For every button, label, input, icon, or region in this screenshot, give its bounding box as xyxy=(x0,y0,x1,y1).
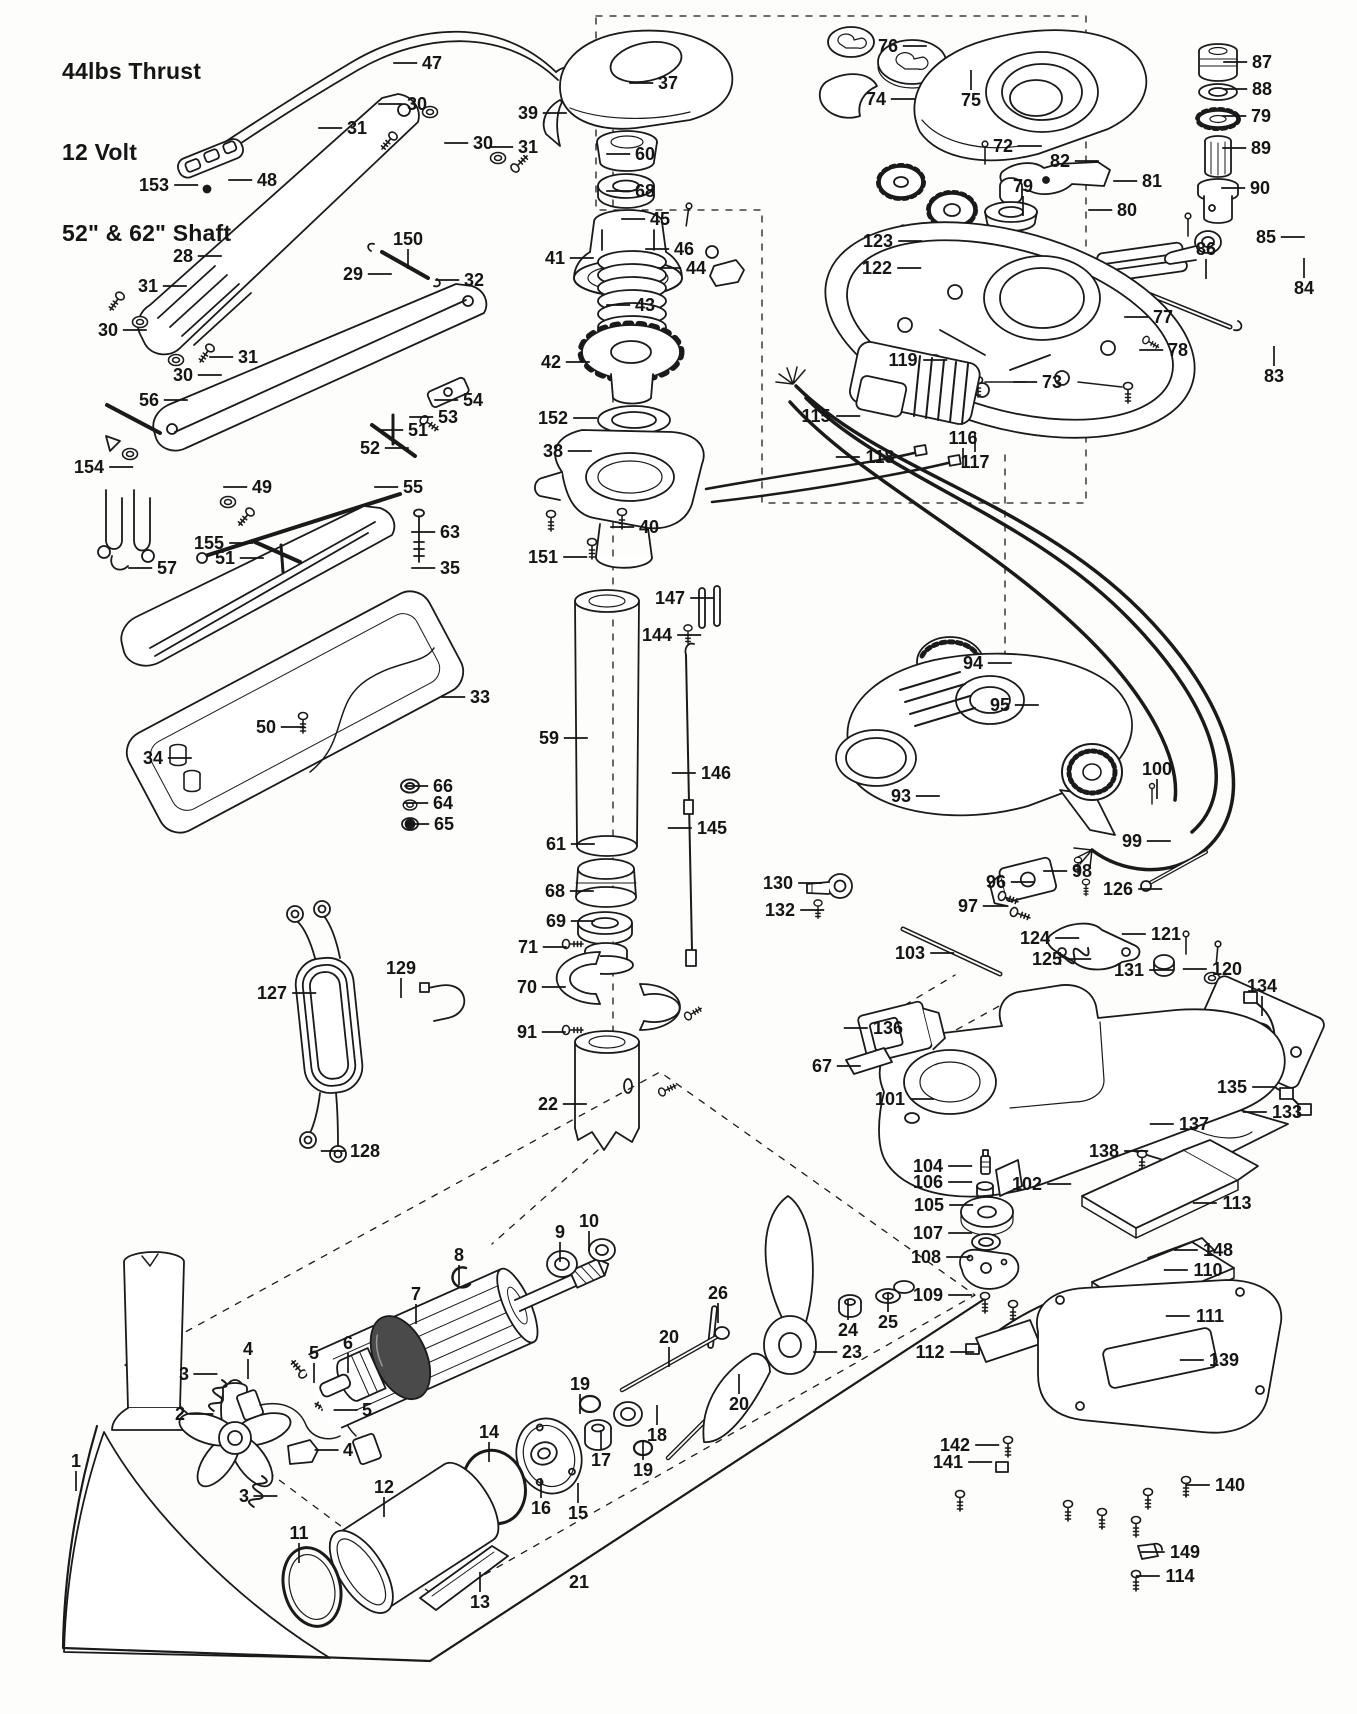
part-label-22: 22 xyxy=(537,1094,559,1114)
part-label-107: 107 xyxy=(912,1223,944,1243)
part-label-57: 57 xyxy=(156,558,178,578)
part-label-42: 42 xyxy=(540,352,562,372)
part-label-20: 20 xyxy=(728,1394,750,1414)
part-label-31: 31 xyxy=(346,118,368,138)
part-label-19: 19 xyxy=(632,1460,654,1480)
part-label-19: 19 xyxy=(569,1374,591,1394)
part-label-132: 132 xyxy=(764,900,796,920)
part-label-94: 94 xyxy=(962,653,984,673)
part-label-48: 48 xyxy=(256,170,278,190)
part-label-31: 31 xyxy=(137,276,159,296)
part-label-129: 129 xyxy=(385,958,417,978)
part-label-152: 152 xyxy=(537,408,569,428)
part-label-47: 47 xyxy=(421,53,443,73)
part-label-31: 31 xyxy=(517,137,539,157)
part-label-66: 66 xyxy=(432,776,454,796)
gear-42 xyxy=(581,324,681,404)
part-label-135: 135 xyxy=(1216,1077,1248,1097)
part-label-105: 105 xyxy=(913,1195,945,1215)
part-label-115: 115 xyxy=(801,406,831,426)
part-label-12: 12 xyxy=(373,1477,395,1497)
part-label-81: 81 xyxy=(1141,171,1163,191)
part-label-10: 10 xyxy=(578,1211,600,1231)
part-label-114: 114 xyxy=(1165,1566,1195,1586)
part-label-110: 110 xyxy=(1193,1260,1223,1280)
part-label-34: 34 xyxy=(142,748,164,768)
part-label-116: 116 xyxy=(948,428,978,448)
part-label-52: 52 xyxy=(359,438,381,458)
part-label-85: 85 xyxy=(1255,227,1277,247)
gear-housing-77 xyxy=(800,183,1219,476)
part-label-71: 71 xyxy=(517,937,539,957)
part-label-41: 41 xyxy=(544,248,566,268)
part-label-23: 23 xyxy=(841,1342,863,1362)
part-label-70: 70 xyxy=(516,977,538,997)
part-label-30: 30 xyxy=(97,320,119,340)
part-label-46: 46 xyxy=(673,239,695,259)
part-label-68: 68 xyxy=(634,181,656,201)
part-label-68: 68 xyxy=(544,881,566,901)
part-label-84: 84 xyxy=(1293,278,1315,298)
part-label-142: 142 xyxy=(939,1435,971,1455)
part-label-125: 125 xyxy=(1031,949,1063,969)
part-label-28: 28 xyxy=(172,246,194,266)
part-label-146: 146 xyxy=(700,763,732,783)
title-line-shaft: 52" & 62" Shaft xyxy=(62,220,232,246)
part-label-111: 111 xyxy=(1195,1306,1225,1326)
part-label-77: 77 xyxy=(1152,307,1174,327)
part-label-93: 93 xyxy=(890,786,912,806)
part-label-108: 108 xyxy=(910,1247,942,1267)
part-label-127: 127 xyxy=(256,983,288,1003)
part-label-26: 26 xyxy=(707,1283,729,1303)
part-label-78: 78 xyxy=(1167,340,1189,360)
part-label-30: 30 xyxy=(172,365,194,385)
part-label-150: 150 xyxy=(392,229,424,249)
part-label-32: 32 xyxy=(463,270,485,290)
part-label-3: 3 xyxy=(238,1486,250,1506)
part-label-136: 136 xyxy=(872,1018,904,1038)
part-label-106: 106 xyxy=(912,1172,944,1192)
part-label-30: 30 xyxy=(406,94,428,114)
part-label-76: 76 xyxy=(877,36,899,56)
part-label-11: 11 xyxy=(289,1523,309,1543)
part-label-35: 35 xyxy=(439,558,461,578)
part-label-144: 144 xyxy=(641,625,673,645)
part-label-29: 29 xyxy=(342,264,364,284)
battery-lead-drawing xyxy=(287,901,464,1162)
part-label-128: 128 xyxy=(349,1141,381,1161)
part-label-33: 33 xyxy=(469,687,491,707)
title-line-thrust: 44lbs Thrust xyxy=(62,58,202,84)
part-label-30: 30 xyxy=(472,133,494,153)
part-label-86: 86 xyxy=(1195,239,1217,259)
part-label-155: 155 xyxy=(193,533,225,553)
part-label-91: 91 xyxy=(516,1022,538,1042)
part-label-109: 109 xyxy=(912,1285,944,1305)
part-label-9: 9 xyxy=(554,1222,566,1242)
propeller-drawing xyxy=(703,1196,816,1442)
part-label-88: 88 xyxy=(1251,79,1273,99)
part-label-134: 134 xyxy=(1246,976,1278,996)
part-label-104: 104 xyxy=(912,1156,944,1176)
part-label-121: 121 xyxy=(1150,924,1182,944)
part-label-117: 117 xyxy=(960,452,990,472)
part-label-7: 7 xyxy=(410,1284,422,1304)
part-label-3: 3 xyxy=(178,1364,190,1384)
part-label-4: 4 xyxy=(242,1339,254,1359)
part-label-63: 63 xyxy=(439,522,461,542)
part-label-8: 8 xyxy=(453,1245,465,1265)
impeller-2 xyxy=(176,1380,295,1493)
part-label-98: 98 xyxy=(1071,861,1093,881)
part-label-60: 60 xyxy=(634,144,656,164)
part-label-55: 55 xyxy=(402,477,424,497)
part-label-69: 69 xyxy=(545,911,567,931)
part-label-6: 6 xyxy=(342,1333,354,1353)
part-label-79: 79 xyxy=(1250,106,1272,126)
part-label-123: 123 xyxy=(862,231,894,251)
part-label-72: 72 xyxy=(992,136,1014,156)
part-label-21: 21 xyxy=(568,1572,590,1592)
part-label-95: 95 xyxy=(989,695,1011,715)
part-label-82: 82 xyxy=(1049,151,1071,171)
part-label-112: 112 xyxy=(915,1342,945,1362)
part-label-151: 151 xyxy=(527,547,559,567)
part-label-65: 65 xyxy=(433,814,455,834)
part-label-20: 20 xyxy=(658,1327,680,1347)
skeg-fin xyxy=(64,1432,330,1658)
part-label-56: 56 xyxy=(138,390,160,410)
part-label-16: 16 xyxy=(530,1498,552,1518)
part-label-4: 4 xyxy=(342,1440,354,1460)
part-label-25: 25 xyxy=(877,1312,899,1332)
part-label-137: 137 xyxy=(1178,1114,1210,1134)
part-label-73: 73 xyxy=(1041,372,1063,392)
part-label-5: 5 xyxy=(308,1343,320,1363)
part-label-148: 148 xyxy=(1202,1240,1234,1260)
part-label-149: 149 xyxy=(1169,1542,1201,1562)
part-label-140: 140 xyxy=(1214,1475,1246,1495)
part-label-50: 50 xyxy=(255,717,277,737)
head-cover-37 xyxy=(560,31,732,129)
part-label-126: 126 xyxy=(1102,879,1134,899)
part-label-13: 13 xyxy=(469,1592,491,1612)
part-label-67: 67 xyxy=(811,1056,833,1076)
part-label-53: 53 xyxy=(437,407,459,427)
part-label-74: 74 xyxy=(865,89,887,109)
part-label-90: 90 xyxy=(1249,178,1271,198)
part-label-17: 17 xyxy=(590,1450,612,1470)
part-label-99: 99 xyxy=(1121,831,1143,851)
part-label-145: 145 xyxy=(696,818,728,838)
part-label-139: 139 xyxy=(1208,1350,1240,1370)
part-label-45: 45 xyxy=(649,209,671,229)
part-label-1: 1 xyxy=(70,1451,82,1471)
part-label-103: 103 xyxy=(894,943,926,963)
part-label-87: 87 xyxy=(1251,52,1273,72)
part-label-5: 5 xyxy=(361,1400,373,1420)
part-label-15: 15 xyxy=(567,1503,589,1523)
part-label-43: 43 xyxy=(634,295,656,315)
part-label-18: 18 xyxy=(646,1425,668,1445)
part-label-96: 96 xyxy=(985,872,1007,892)
bracket-57 xyxy=(106,490,150,551)
part-label-89: 89 xyxy=(1250,138,1272,158)
part-label-120: 120 xyxy=(1211,959,1243,979)
part-label-154: 154 xyxy=(73,457,105,477)
part-label-64: 64 xyxy=(432,793,454,813)
part-label-80: 80 xyxy=(1116,200,1138,220)
diagram-title xyxy=(62,4,231,274)
part-label-40: 40 xyxy=(638,517,660,537)
part-label-39: 39 xyxy=(517,103,539,123)
title-line-volt: 12 Volt xyxy=(62,139,138,165)
part-label-141: 141 xyxy=(932,1452,964,1472)
part-label-14: 14 xyxy=(478,1422,500,1442)
part-label-51: 51 xyxy=(214,548,236,568)
part-label-119: 119 xyxy=(888,350,918,370)
part-label-83: 83 xyxy=(1263,366,1285,386)
part-label-44: 44 xyxy=(685,258,707,278)
part-label-118: 118 xyxy=(865,447,895,467)
part-label-101: 101 xyxy=(874,1089,906,1109)
part-label-100: 100 xyxy=(1141,759,1173,779)
part-label-38: 38 xyxy=(542,441,564,461)
part-label-24: 24 xyxy=(837,1320,859,1340)
bracket-38 xyxy=(555,430,704,528)
part-label-61: 61 xyxy=(545,834,567,854)
part-label-2: 2 xyxy=(174,1404,186,1424)
part-label-113: 113 xyxy=(1222,1193,1252,1213)
part-label-59: 59 xyxy=(538,728,560,748)
part-label-102: 102 xyxy=(1011,1174,1043,1194)
part-label-122: 122 xyxy=(861,258,893,278)
bottom-plate-139 xyxy=(1037,1280,1281,1433)
part-label-124: 124 xyxy=(1019,928,1051,948)
lower-unit-drawing xyxy=(63,1196,983,1661)
part-label-133: 133 xyxy=(1271,1102,1303,1122)
part-label-97: 97 xyxy=(957,896,979,916)
part-label-79: 79 xyxy=(1012,176,1034,196)
part-label-49: 49 xyxy=(251,477,273,497)
part-label-131: 131 xyxy=(1113,960,1145,980)
part-label-130: 130 xyxy=(762,873,794,893)
part-label-31: 31 xyxy=(237,347,259,367)
part-label-147: 147 xyxy=(654,588,686,608)
part-label-75: 75 xyxy=(960,90,982,110)
part-label-138: 138 xyxy=(1088,1141,1120,1161)
part-label-37: 37 xyxy=(657,73,679,93)
part-label-51: 51 xyxy=(407,420,429,440)
part-label-54: 54 xyxy=(462,390,484,410)
part-label-153: 153 xyxy=(138,175,170,195)
